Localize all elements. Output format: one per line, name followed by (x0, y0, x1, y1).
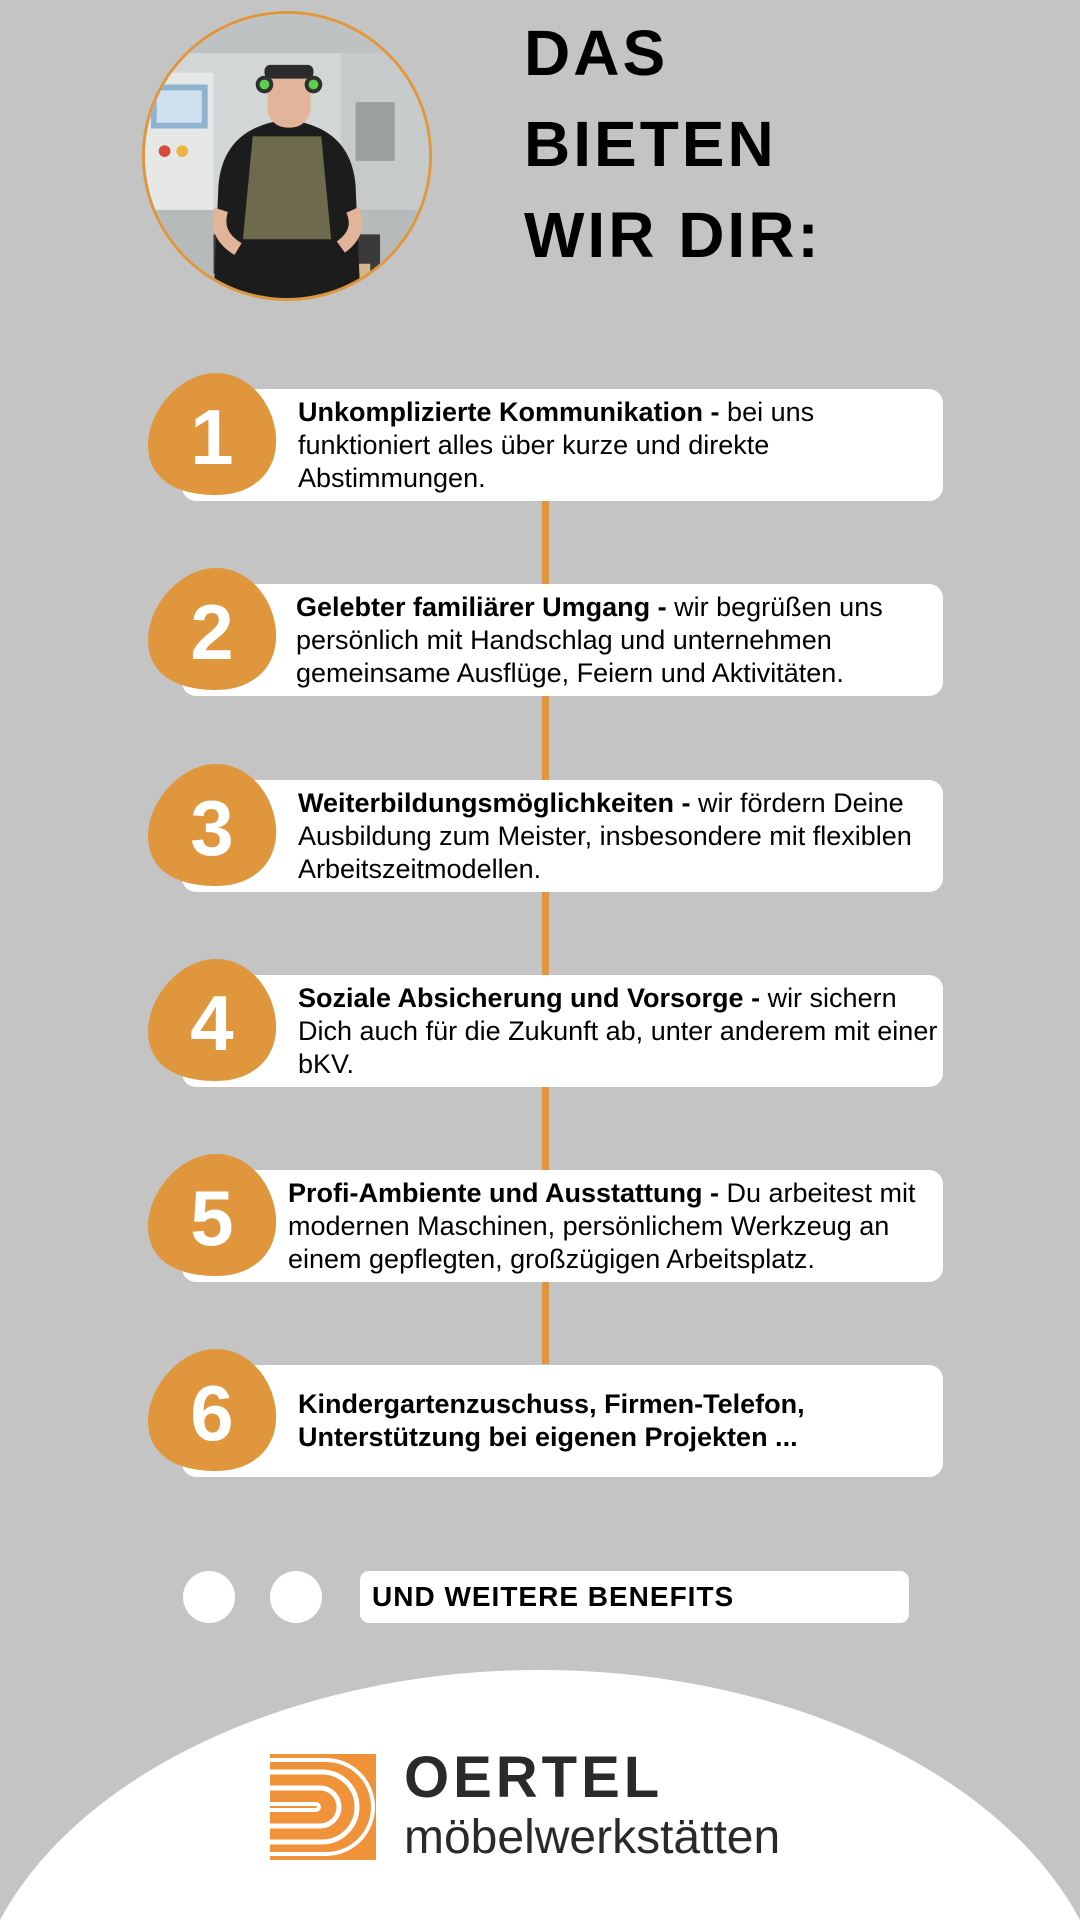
oertel-logo-icon (270, 1754, 376, 1860)
benefit-title: Kindergartenzuschuss, Firmen-Telefon, Unterstützung bei eigenen Projekten ... (298, 1389, 805, 1452)
benefit-number: 3 (190, 783, 234, 872)
title-line-1: DAS (524, 17, 669, 89)
benefit-description: Du arbeitest mit modernen Maschinen, persönlichem Werkzeug an einem gepflegten, großzügigen Arbeitsplatz. (288, 1177, 916, 1274)
benefit-number: 5 (190, 1173, 234, 1262)
decorative-dot-2 (270, 1571, 322, 1623)
logo-name: OERTEL (404, 1745, 664, 1810)
benefit-item-6 (146, 1347, 946, 1475)
logo-subtitle: möbelwerkstätten (404, 1811, 781, 1864)
decorative-dot-1 (183, 1571, 235, 1623)
benefit-text (298, 975, 946, 1087)
benefit-text (296, 584, 944, 696)
worker-photo (142, 11, 432, 301)
benefit-item-2 (146, 566, 946, 694)
benefit-description: wir begrüßen uns persönlich mit Handschlag und unternehmen gemeinsame Ausflüge, Feiern und Aktivitäten. (296, 591, 883, 688)
page-title (524, 8, 822, 281)
benefit-title: Gelebter familiärer Umgang - (296, 591, 667, 622)
benefit-number: 6 (190, 1368, 234, 1457)
benefit-description: bei uns funktioniert alles über kurze und direkte Abstimmungen. (298, 396, 815, 493)
benefit-description: wir sichern Dich auch für die Zukunft ab, unter anderem mit einer bKV. (298, 982, 938, 1079)
benefit-title: Soziale Absicherung und Vorsorge - (298, 982, 761, 1013)
benefit-number: 4 (190, 978, 234, 1067)
benefit-text (288, 1170, 948, 1282)
benefit-text (298, 389, 946, 501)
benefit-text (298, 1365, 898, 1477)
benefit-text (298, 780, 946, 892)
benefit-number: 1 (190, 392, 234, 481)
benefit-item-5 (146, 1152, 946, 1280)
benefit-title: Weiterbildungsmöglichkeiten - (298, 787, 691, 818)
benefit-description: wir fördern Deine Ausbildung zum Meister, insbesondere mit flexiblen Arbeitszeitmodellen. (298, 787, 912, 884)
benefit-item-4 (146, 957, 946, 1085)
benefit-title: Profi-Ambiente und Ausstattung - (288, 1177, 719, 1208)
title-line-3: WIR DIR: (524, 199, 822, 271)
benefit-item-1 (146, 371, 946, 499)
benefit-item-3 (146, 762, 946, 890)
more-benefits-label: UND WEITERE BENEFITS (360, 1571, 909, 1623)
benefit-title: Unkomplizierte Kommunikation - (298, 396, 720, 427)
benefit-number: 2 (190, 587, 234, 676)
title-line-2: BIETEN (524, 108, 777, 180)
